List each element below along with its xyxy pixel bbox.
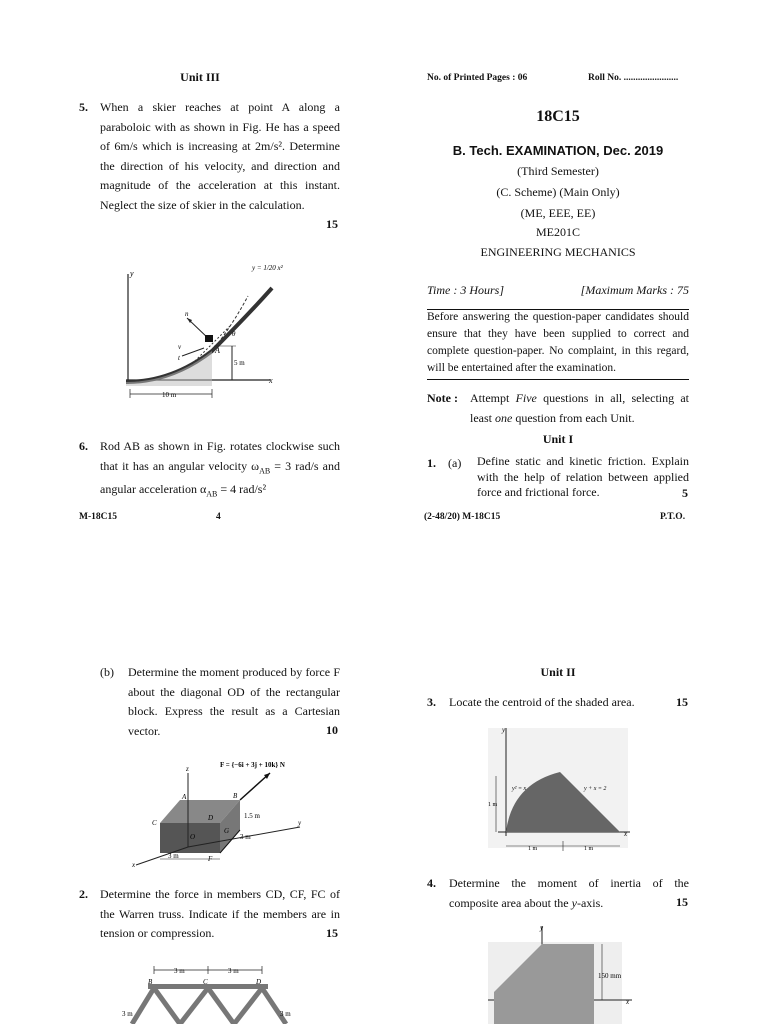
q3-text: Locate the centroid of the shaded area. bbox=[449, 695, 635, 709]
fig5-n-label: n bbox=[185, 310, 189, 318]
warren-truss-figure bbox=[118, 960, 308, 1024]
q1-marks: 5 bbox=[682, 486, 688, 500]
exam-title: B. Tech. EXAMINATION, Dec. 2019 bbox=[452, 143, 664, 158]
note-part1: Attempt bbox=[470, 391, 516, 405]
fig5-t-label: t bbox=[178, 354, 180, 362]
instructions: Before answering the question-paper candidates should ensure that they have been supplied to correct and complete question-paper. No complaint, in this regard, will be entertained after the examination. bbox=[427, 311, 689, 374]
paper-code: 18C15 bbox=[536, 108, 580, 125]
q2-marks: 15 bbox=[326, 926, 338, 940]
q5-number: 5. bbox=[79, 100, 88, 114]
unit-i-heading: Unit I bbox=[542, 432, 574, 446]
maximum-marks: [Maximum Marks : 75 bbox=[580, 283, 689, 297]
qb-part: (b) bbox=[100, 665, 114, 679]
qb-marks: 10 bbox=[326, 723, 338, 737]
rectangular-block-figure bbox=[130, 755, 310, 870]
fig3-x-label: x bbox=[624, 830, 628, 838]
q1-text: Define static and kinetic friction. Explain with the help of relation between applied force and frictional force. bbox=[477, 454, 689, 499]
q1-part-a: (a) bbox=[448, 456, 462, 470]
truss-top-dim-1: 3 m bbox=[174, 967, 185, 975]
q6-sub2: AB bbox=[206, 489, 218, 499]
fig4-y-label: y bbox=[540, 924, 544, 932]
note-part2: questions in all, selecting at least bbox=[470, 391, 689, 425]
q6-text-part1: Rod AB as shown in Fig. rotates clockwise such that it has an angular velocity ω bbox=[100, 439, 340, 473]
fig-b-dim-2: 3 m bbox=[240, 833, 251, 841]
course-code: ME201C bbox=[535, 225, 580, 239]
fig-b-point-a: A bbox=[182, 793, 187, 801]
q4-number: 4. bbox=[427, 876, 436, 890]
q2-text: Determine the force in members CD, CF, FC of the Warren truss. Indicate if the members are in tension or compression. bbox=[100, 887, 340, 940]
fig3-curve2-label: y + x = 2 bbox=[584, 786, 607, 792]
fig-b-y-label: y bbox=[298, 819, 302, 827]
fig5-v-label: v bbox=[178, 343, 182, 351]
q4-text-part1: Determine the moment of inertia of the composite area about the bbox=[449, 876, 689, 910]
truss-node-b: B bbox=[148, 978, 153, 986]
q2-number: 2. bbox=[79, 887, 88, 901]
fig3-height-label: 1 m bbox=[488, 802, 498, 808]
fig-b-point-b: B bbox=[233, 792, 238, 800]
q3-number: 3. bbox=[427, 695, 436, 709]
q6-text-part3: = 4 rad/s² bbox=[217, 482, 267, 497]
q1-number: 1. bbox=[427, 456, 436, 470]
note-italic-one: one bbox=[495, 410, 513, 425]
fig-b-point-d: D bbox=[208, 814, 214, 822]
subject-title: ENGINEERING MECHANICS bbox=[480, 245, 636, 259]
scheme: (C. Scheme) (Main Only) bbox=[496, 185, 620, 199]
fig3-dim2-label: 1 m bbox=[584, 846, 594, 852]
skier-parabola-figure bbox=[112, 256, 302, 406]
fig5-y-label: y bbox=[130, 269, 134, 278]
composite-area-figure bbox=[484, 922, 634, 1024]
fig-b-point-g: G bbox=[224, 827, 230, 835]
fig3-dim1-label: 1 m bbox=[528, 846, 538, 852]
truss-right-dim: 3 m bbox=[280, 1010, 291, 1018]
q3-marks: 15 bbox=[676, 695, 688, 709]
semester: (Third Semester) bbox=[517, 164, 599, 178]
fig-b-dim-1: 1.5 m bbox=[244, 812, 260, 820]
printed-pages: No. of Printed Pages : 06 bbox=[427, 73, 528, 83]
footer-right-code: (2-48/20) M-18C15 bbox=[424, 512, 501, 522]
q6-sub1: AB bbox=[259, 465, 271, 475]
roll-no: Roll No. ....................... bbox=[588, 73, 679, 83]
centroid-shaded-area-figure bbox=[484, 724, 634, 854]
footer-left-page: 4 bbox=[216, 512, 221, 522]
fig-b-dim-3: 3 m bbox=[168, 852, 179, 860]
fig5-height-label: 5 m bbox=[234, 359, 245, 367]
fig5-theta-label: θ bbox=[232, 330, 236, 338]
fig3-curve1-label: y² = x bbox=[512, 786, 527, 792]
fig5-curve-label: y = 1/20 x² bbox=[252, 264, 283, 272]
time-allowed: Time : 3 Hours] bbox=[427, 283, 505, 297]
truss-node-c: C bbox=[203, 978, 208, 986]
instructions-bottom-rule bbox=[427, 379, 689, 380]
qb-text: Determine the moment produced by force F about the diagonal OD of the rectangular block. Express the result as a Cartesian vector. bbox=[128, 665, 340, 738]
q5-text: When a skier reaches at point A along a paraboloic with as shown in Fig. He has a speed of 6m/s which is increasing at 2m/s². Determine the direction of his velocity, and direction and magnitude of the acceleration at this instant. Neglect the size of skier in the calculation. bbox=[100, 100, 340, 212]
q5-marks: 15 bbox=[326, 217, 338, 231]
truss-left-dim: 3 m bbox=[122, 1010, 133, 1018]
fig-b-x-label: x bbox=[132, 861, 136, 869]
q6-text bbox=[100, 437, 340, 504]
fig-b-force-label: F = {−6i + 3j + 10k} N bbox=[220, 761, 285, 769]
q6-text-part2: = 3 rad/s and angular acceleration α bbox=[100, 458, 340, 497]
note-italic-five: Five bbox=[515, 391, 537, 405]
unit-ii-heading: Unit II bbox=[540, 665, 576, 679]
fig-b-z-label: z bbox=[186, 765, 189, 773]
note-text bbox=[470, 389, 689, 428]
q4-marks: 15 bbox=[676, 895, 688, 909]
truss-top-dim-2: 3 m bbox=[228, 967, 239, 975]
fig5-x-label: x bbox=[269, 376, 273, 385]
note-part3: question from each Unit. bbox=[512, 410, 635, 425]
fig4-dim-label: 150 mm bbox=[598, 972, 622, 980]
fig5-point-a: A bbox=[215, 346, 220, 355]
q4-text-italic: y bbox=[571, 895, 577, 910]
footer-left-code: M-18C15 bbox=[79, 512, 117, 522]
fig3-y-label: y bbox=[502, 726, 506, 734]
footer-pto: P.T.O. bbox=[660, 512, 686, 522]
q4-text-part2: -axis. bbox=[576, 895, 604, 910]
fig5-span-label: 10 m bbox=[162, 391, 177, 399]
fig-b-point-f: F bbox=[208, 855, 213, 863]
fig-b-point-c: C bbox=[152, 819, 157, 827]
q4-text bbox=[449, 874, 689, 913]
unit-iii-heading: Unit III bbox=[180, 70, 220, 84]
fig4-x-label: x bbox=[626, 998, 630, 1006]
q6-number: 6. bbox=[79, 439, 88, 453]
note-label: Note : bbox=[427, 391, 458, 405]
fig-b-point-o: O bbox=[190, 833, 196, 841]
branches: (ME, EEE, EE) bbox=[520, 206, 596, 220]
truss-node-d: D bbox=[256, 978, 262, 986]
